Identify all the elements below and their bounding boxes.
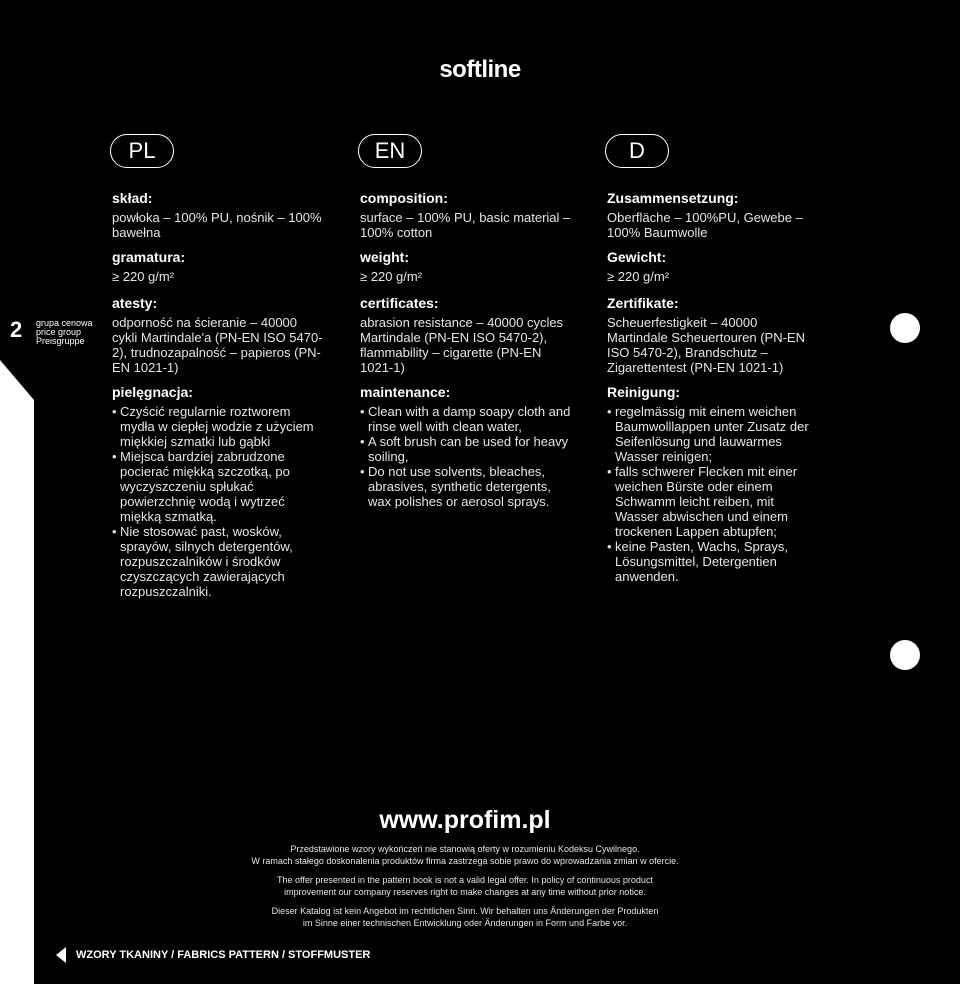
- price-group-pl: grupa cenowa: [36, 318, 93, 328]
- binder-hole-top: [890, 313, 920, 343]
- footer-nav[interactable]: [56, 947, 370, 963]
- care-item: • keine Pasten, Wachs, Sprays, Lösungsmittel, Detergentien anwenden.: [607, 539, 819, 584]
- certificates-text: Scheuerfestigkeit – 40000 Martindale Scheuertouren (PN-EN ISO 5470-2), Brandschutz – Zigarettentest (PN-EN 1021-1): [607, 315, 805, 375]
- disclaimer-de: Dieser Katalog ist kein Angebot im rechtlichen Sinn. Wir behalten uns Änderungen der Produkten im Sinne einer technischen Entwicklung oder Änderungen in Form und Farbe vor.: [271, 906, 659, 928]
- price-group-de: Preisgruppe: [36, 336, 85, 346]
- weight-label: weight:: [360, 249, 409, 265]
- care-item: • Miejsca bardziej zabrudzone pocierać miękką szczotką, po wyczyszczeniu spłukać powierzchnię wodą i wytrzeć miękką szmatką.: [112, 449, 324, 524]
- column-pl: [112, 134, 324, 599]
- care-list: [360, 404, 572, 509]
- certificates-label: atesty:: [112, 295, 158, 311]
- care-label: pielęgnacja:: [112, 384, 193, 400]
- certificates-label: certificates:: [360, 295, 439, 311]
- composition-label: skład:: [112, 190, 153, 206]
- care-list: [607, 404, 819, 584]
- column-de: [607, 134, 819, 584]
- weight-text: ≥ 220 g/m²: [112, 269, 175, 284]
- footer-title: WZORY TKANINY / FABRICS PATTERN / STOFFMUSTER: [76, 949, 371, 961]
- composition-label: Zusammensetzung:: [607, 190, 739, 206]
- weight-label: gramatura:: [112, 249, 186, 265]
- care-item: • Czyścić regularnie roztworem mydła w ciepłej wodzie z użyciem miękkiej szmatki lub gąbki: [112, 404, 324, 449]
- care-item: • falls schwerer Flecken mit einer weichen Bürste oder einem Schwamm leicht reiben, mit Wasser abwischen und einem trockenen Lappen abtupfen;: [607, 464, 819, 539]
- price-group-number: 2: [10, 317, 23, 342]
- disclaimer: [0, 843, 930, 936]
- care-item: • Clean with a damp soapy cloth and rinse well with clean water,: [360, 404, 572, 434]
- price-group-en: price group: [36, 327, 82, 337]
- binder-hole-bottom: [890, 640, 920, 670]
- composition-text: Oberfläche – 100%PU, Gewebe – 100% Baumwolle: [607, 210, 803, 240]
- disclaimer-en: The offer presented in the pattern book is not a valid legal offer. In policy of continuous product improvement our company reserves right to make changes at any time without prior notice.: [277, 875, 653, 897]
- lang-badge-pl: PL: [110, 134, 174, 168]
- weight-text: ≥ 220 g/m²: [607, 269, 670, 284]
- lang-badge-de: D: [605, 134, 669, 168]
- composition-text: powłoka – 100% PU, nośnik – 100% bawełna: [112, 210, 322, 240]
- composition-text: surface – 100% PU, basic material – 100% cotton: [360, 210, 571, 240]
- certificates-label: Zertifikate:: [607, 295, 679, 311]
- weight-label: Gewicht:: [607, 249, 667, 265]
- composition-label: composition:: [360, 190, 448, 206]
- care-item: • A soft brush can be used for heavy soiling,: [360, 434, 572, 464]
- certificates-text: abrasion resistance – 40000 cycles Martindale (PN-EN ISO 5470-2), flammability – cigarette (PN-EN 1021-1): [360, 315, 564, 375]
- care-item: • Nie stosować past, wosków, sprayów, silnych detergentów, rozpuszczalników i środków czyszczących zawierających rozpuszczalniki.: [112, 524, 324, 599]
- certificates-text: odporność na ścieranie – 40000 cykli Martindale'a (PN-EN ISO 5470-2), trudnozapalność – papieros (PN-EN 1021-1): [112, 315, 323, 375]
- back-arrow-icon[interactable]: [56, 947, 66, 963]
- price-group-label: [36, 319, 93, 346]
- column-en: [360, 134, 572, 509]
- page-title: softline: [439, 56, 521, 83]
- care-item: • Do not use solvents, bleaches, abrasives, synthetic detergents, wax polishes or aerosol sprays.: [360, 464, 572, 509]
- disclaimer-pl: Przedstawione wzory wykończeń nie stanowią oferty w rozumieniu Kodeksu Cywilnego. W ramach stałego doskonalenia produktów firma zastrzega sobie prawo do wprowadzania zmian w ofercie.: [251, 844, 679, 866]
- website-link[interactable]: www.profim.pl: [379, 806, 551, 834]
- weight-text: ≥ 220 g/m²: [360, 269, 423, 284]
- care-label: maintenance:: [360, 384, 451, 400]
- care-list: [112, 404, 324, 599]
- care-item: • regelmässig mit einem weichen Baumwolllappen unter Zusatz der Seifenlösung und lauwarmes Wasser reinigen;: [607, 404, 819, 464]
- care-label: Reinigung:: [607, 384, 681, 400]
- lang-badge-en: EN: [358, 134, 422, 168]
